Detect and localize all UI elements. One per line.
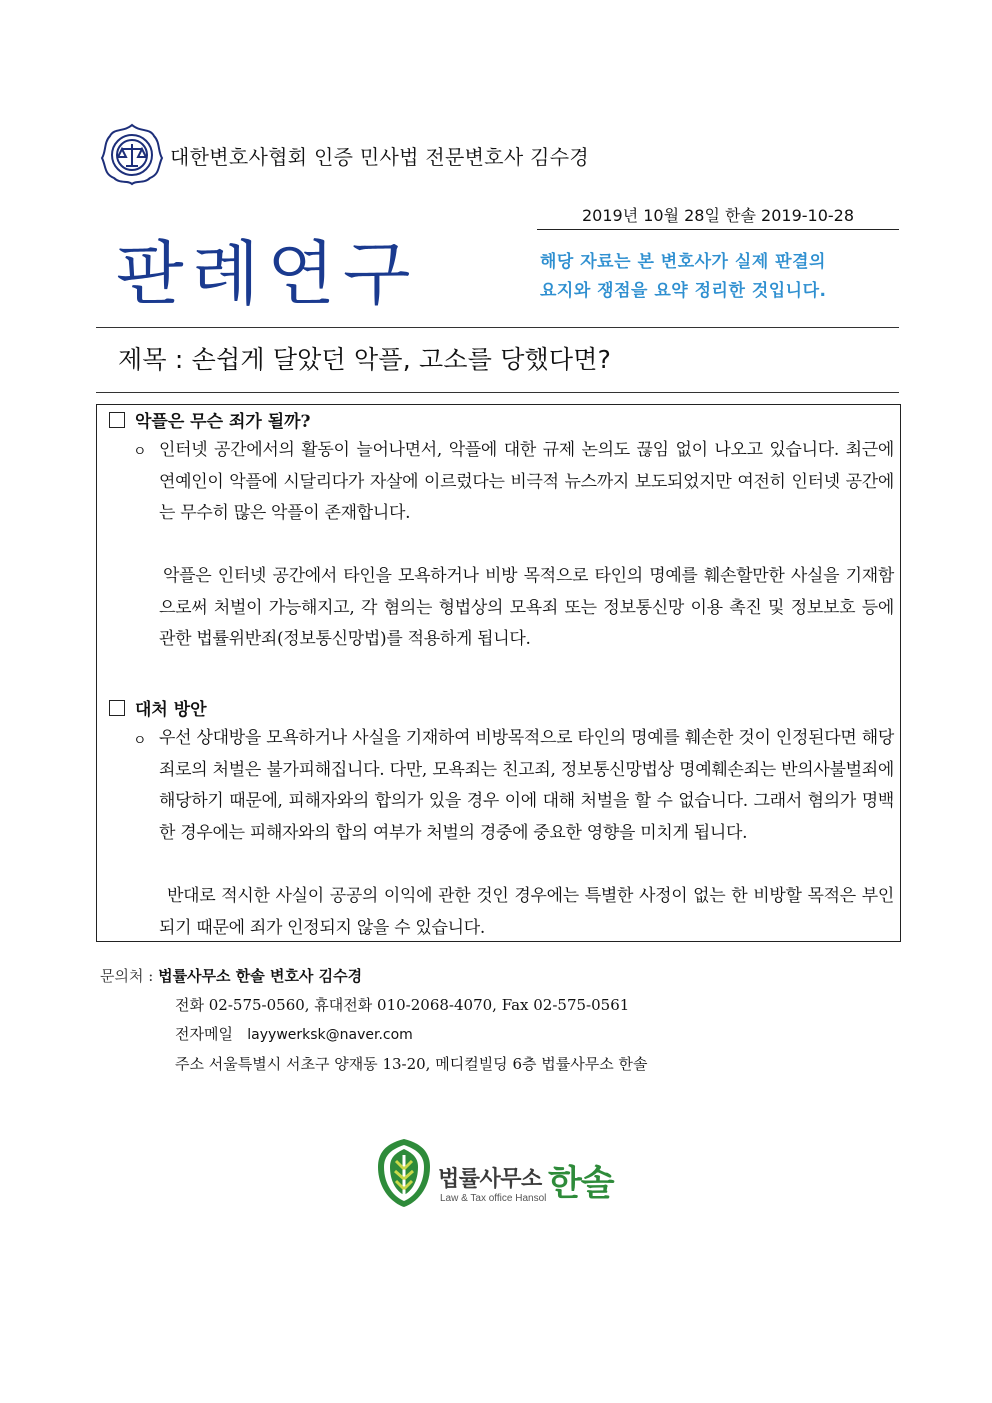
divider-top bbox=[96, 327, 899, 328]
checkbox-square-icon bbox=[109, 700, 125, 716]
logo-name: 법률사무소 bbox=[438, 1167, 542, 1192]
email-link[interactable]: layywerksk@naver.com bbox=[247, 1027, 413, 1043]
contact-info bbox=[100, 962, 647, 1079]
contact-label: 문의처 : bbox=[100, 967, 154, 985]
contact-email-row bbox=[100, 1020, 647, 1050]
content-box bbox=[96, 404, 901, 942]
section-paragraph: 우선 상대방을 모욕하거나 사실을 기재하여 비방목적으로 타인의 명예를 훼손한 것이 인정된다면 해당 죄로의 처벌은 불가피해집니다. 다만, 모욕죄는 친고죄, 정보통신망법상 명예훼손죄는 반의사불벌죄에 해당하기 때문에, 피해자와의 합의가 있을 경우 이에 대해 처벌을 할 수 없습니다. 그래서 혐의가 명백한 경우에는 피해자와의 합의 여부가 처벌의 경중에 중요한 영향을 미치게 됩니다. bbox=[159, 728, 894, 843]
contact-office: 법률사무소 한솔 변호사 김수경 bbox=[158, 967, 363, 985]
logo-brand: 한솔 bbox=[548, 1164, 614, 1204]
contact-address: 주소 서울특별시 서초구 양재동 13-20, 메디컬빌딩 6층 법률사무소 한솔 bbox=[175, 1055, 648, 1073]
document-title: 판례연구 bbox=[116, 233, 419, 315]
notice-line-1: 해당 자료는 본 변호사가 실제 판결의 bbox=[540, 252, 826, 272]
contact-phone: 전화 02-575-0560, 휴대전화 010-2068-4070, Fax 02-575-0561 bbox=[175, 996, 630, 1014]
bullet-icon: ㅇ bbox=[133, 733, 147, 749]
bullet-icon: ㅇ bbox=[133, 444, 147, 460]
section-heading: 대처 방안 bbox=[109, 695, 207, 720]
section-heading: 악플은 무슨 죄가 될까? bbox=[109, 407, 311, 432]
divider-bottom bbox=[96, 392, 899, 393]
certification-line: 대한변호사협회 인증 민사법 전문변호사 김수경 bbox=[170, 145, 590, 169]
checkbox-square-icon bbox=[109, 412, 125, 428]
section-paragraph: 반대로 적시한 사실이 공공의 이익에 관한 것인 경우에는 특별한 사정이 없는 한 비방할 목적은 부인되기 때문에 죄가 인정되지 않을 수 있습니다. bbox=[159, 886, 894, 938]
email-label: 전자메일 bbox=[175, 1025, 233, 1043]
logo-subtitle: Law & Tax office Hansol bbox=[440, 1193, 547, 1204]
notice-line-2: 요지와 쟁점을 요약 정리한 것입니다. bbox=[540, 281, 827, 301]
date-line: 2019년 10월 28일 한솔 2019-10-28 bbox=[537, 203, 899, 230]
hansol-leaf-logo-icon bbox=[376, 1137, 432, 1209]
contact-office-row bbox=[100, 962, 647, 991]
section-paragraph: 인터넷 공간에서의 활동이 늘어나면서, 악플에 대한 규제 논의도 끊임 없이 나오고 있습니다. 최근에 연예인이 악플에 시달리다가 자살에 이르렀다는 비극적 뉴스까지 보도되었지만 여전히 인터넷 공간에는 무수히 많은 악플이 존재합니다. bbox=[159, 440, 894, 523]
subject-title: 제목 : 손쉽게 달았던 악플, 고소를 당했다면? bbox=[118, 345, 612, 374]
bar-association-emblem-icon bbox=[100, 122, 164, 186]
notice-text bbox=[540, 248, 826, 306]
section-paragraph: 악플은 인터넷 공간에서 타인을 모욕하거나 비방 목적으로 타인의 명예를 훼손할만한 사실을 기재함으로써 처벌이 가능해지고, 각 혐의는 형법상의 모욕죄 또는 정보통신망 이용 촉진 및 정보보호 등에 관한 법률위반죄(정보통신망법)를 적용하게 됩니다. bbox=[159, 566, 894, 649]
